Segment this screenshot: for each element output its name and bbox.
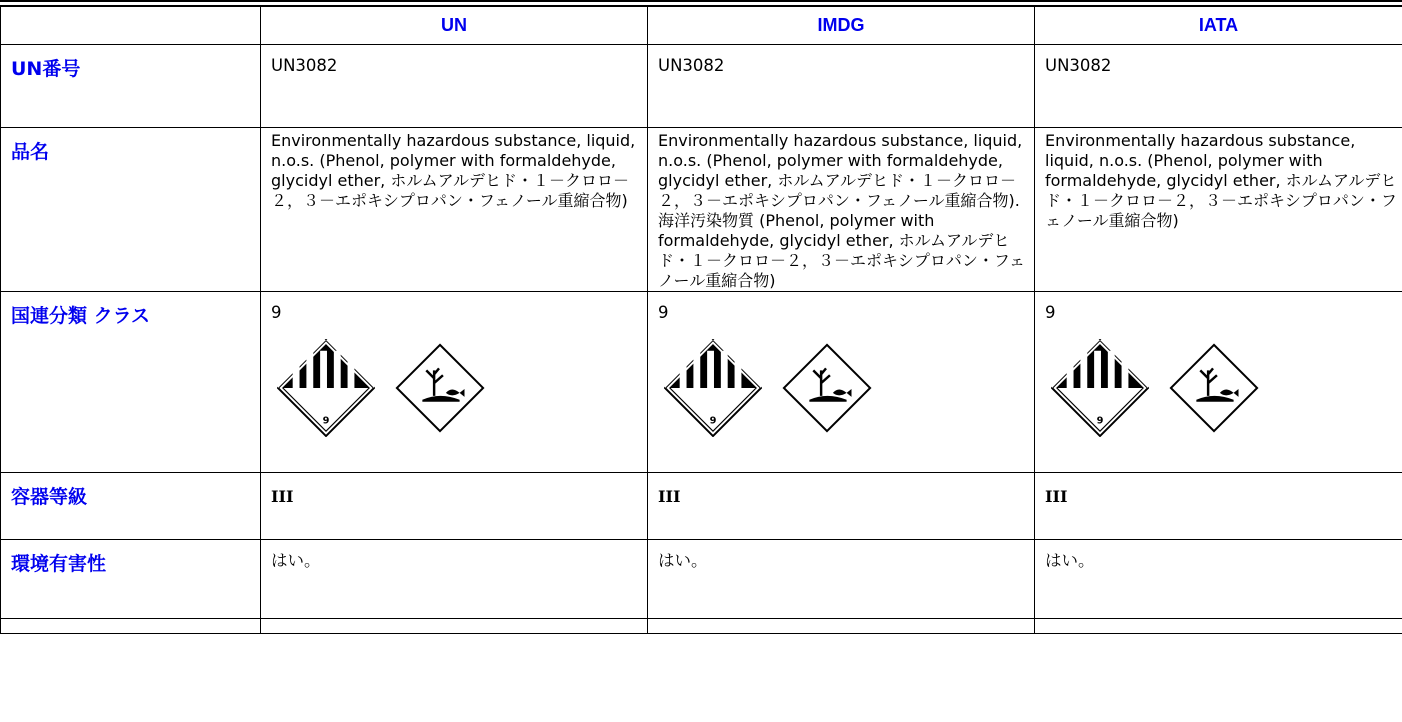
header-imdg: IMDG	[648, 7, 1035, 45]
shipping-name-iata: Environmentally hazardous substance, liquid, n.o.s. (Phenol, polymer with formaldehyde, glycidyl ether, ホルムアルデヒド・１－クロロ－２，３－エポキシプロパン・フェノール重縮合物)	[1035, 128, 1402, 292]
table-header-row	[1, 7, 1402, 45]
class-9-hazard-label-icon	[1051, 339, 1149, 437]
packing-group-imdg: III	[648, 473, 1035, 540]
environment-hazard-icon	[778, 339, 876, 437]
shipping-name-un: Environmentally hazardous substance, liquid, n.o.s. (Phenol, polymer with formaldehyde, glycidyl ether, ホルムアルデヒド・１－クロロ－２，３－エポキシプロパン・フェノール重縮合物)	[261, 128, 648, 292]
class-value: 9	[658, 303, 669, 322]
packing-group-iata: III	[1035, 473, 1402, 540]
packing-group-un: III	[261, 473, 648, 540]
class-value: 9	[1045, 303, 1056, 322]
class-9-hazard-label-icon	[664, 339, 762, 437]
hazard-class-iata	[1035, 292, 1402, 473]
row-label-hazard-class: 国連分類 クラス	[1, 292, 261, 473]
environment-hazard-icon	[391, 339, 489, 437]
hazard-class-imdg	[648, 292, 1035, 473]
header-un: UN	[261, 7, 648, 45]
row-label-packing-group: 容器等級	[1, 473, 261, 540]
row-label-shipping-name: 品名	[1, 128, 261, 292]
table-row	[1, 45, 1402, 128]
header-iata: IATA	[1035, 7, 1402, 45]
environmental-hazard-iata: はい。	[1035, 540, 1402, 619]
table-row	[1, 540, 1402, 619]
table-row	[1, 473, 1402, 540]
environmental-hazard-imdg: はい。	[648, 540, 1035, 619]
class-9-label-number: 9	[709, 415, 717, 427]
header-blank	[1, 7, 261, 45]
class-9-hazard-label-icon	[277, 339, 375, 437]
row-label-environmental-hazard: 環境有害性	[1, 540, 261, 619]
table-row	[1, 292, 1402, 473]
un-number-un: UN3082	[261, 45, 648, 128]
un-number-iata: UN3082	[1035, 45, 1402, 128]
un-number-imdg: UN3082	[648, 45, 1035, 128]
class-9-label-number: 9	[322, 415, 330, 427]
transport-info-table	[0, 6, 1402, 634]
hazard-class-un	[261, 292, 648, 473]
table-row-partial	[1, 619, 1402, 634]
class-value: 9	[271, 303, 282, 322]
environmental-hazard-un: はい。	[261, 540, 648, 619]
environment-hazard-icon	[1165, 339, 1263, 437]
shipping-name-imdg: Environmentally hazardous substance, liquid, n.o.s. (Phenol, polymer with formaldehyde, glycidyl ether, ホルムアルデヒド・１－クロロ－２，３－エポキシプロパン・フェノール重縮合物). 海洋汚染物質 (Phenol, polymer with formaldehyde, glycidyl ether, ホルムアルデヒド・１－クロロ－２，３－エポキシプロパン・フェノール重縮合物)	[648, 128, 1035, 292]
table-row	[1, 128, 1402, 292]
row-label-un-number: UN番号	[1, 45, 261, 128]
top-rule	[0, 0, 1402, 2]
class-9-label-number: 9	[1096, 415, 1104, 427]
